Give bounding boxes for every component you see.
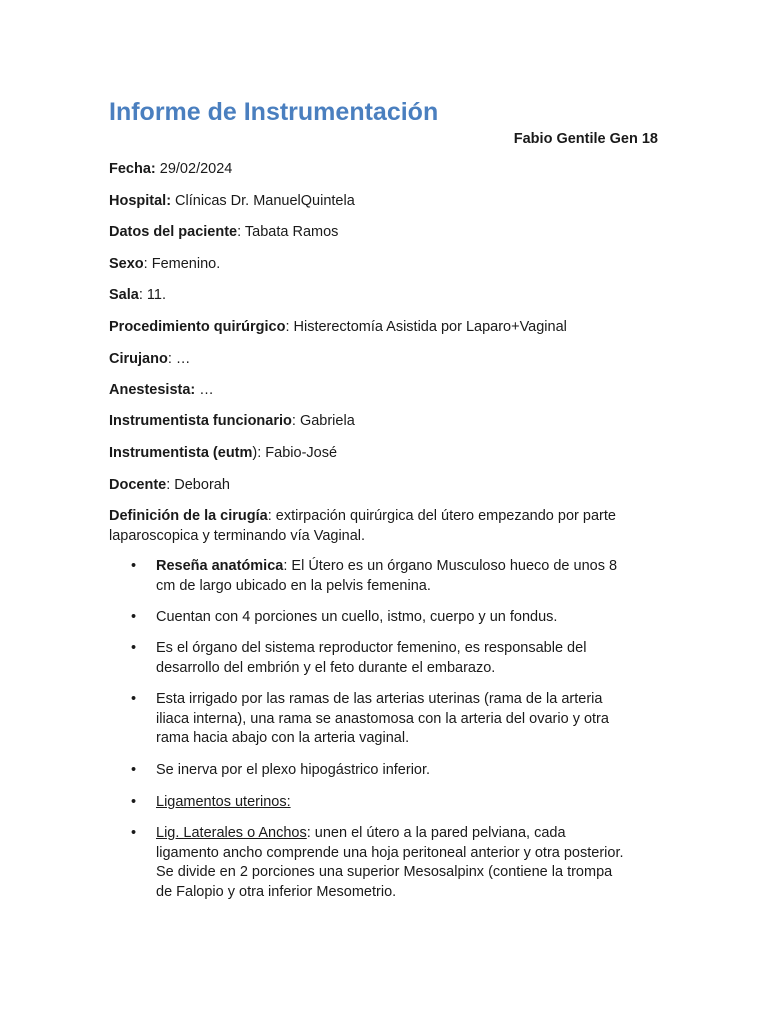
field-sexo bbox=[109, 255, 659, 275]
field-hospital bbox=[109, 192, 659, 212]
organo-line: desarrollo del embrión y el feto durante el embarazo. bbox=[156, 659, 496, 676]
field-fecha bbox=[109, 160, 659, 180]
resena-line: cm de largo ubicado en la pelvis femenina. bbox=[156, 577, 431, 594]
bullet-marker: • bbox=[131, 691, 137, 707]
definition-label: Definición de la cirugía bbox=[109, 508, 268, 524]
field-value: : … bbox=[167, 351, 191, 367]
list-item-organo bbox=[131, 639, 661, 678]
inerva-text: Se inerva por el plexo hipogástrico inferior. bbox=[156, 762, 431, 778]
field-value: : Histerectomía Asistida por Laparo+Vaginal bbox=[285, 319, 567, 335]
field-value: : Tabata Ramos bbox=[237, 224, 339, 240]
definition-line: laparoscopica y terminando vía Vaginal. bbox=[109, 527, 366, 544]
bullet-marker: • bbox=[131, 762, 137, 778]
porciones-text: Cuentan con 4 porciones un cuello, istmo, cuerpo y un fondus. bbox=[156, 609, 558, 625]
field-sala bbox=[109, 286, 659, 306]
definition-paragraph bbox=[109, 507, 659, 546]
field-value: : Gabriela bbox=[291, 413, 355, 429]
field-value: : 11. bbox=[138, 287, 166, 303]
field-value: ): Fabio-José bbox=[252, 445, 338, 461]
bullet-marker: • bbox=[131, 825, 137, 841]
field-value: : Deborah bbox=[166, 477, 230, 493]
field-paciente bbox=[109, 223, 659, 243]
field-label: Cirujano bbox=[109, 351, 168, 367]
list-item-laterales bbox=[131, 824, 661, 902]
field-label: Hospital: bbox=[109, 193, 172, 209]
irrigado-line: rama hacia abajo con la arteria vaginal. bbox=[156, 730, 410, 746]
laterales-line: ligamento ancho comprende una hoja peritoneal anterior y otra posterior. bbox=[156, 844, 624, 861]
field-label: Instrumentista (eutm bbox=[109, 445, 253, 461]
field-procedimiento bbox=[109, 318, 659, 338]
bullet-marker: • bbox=[131, 558, 137, 574]
field-label: Sala bbox=[109, 287, 139, 303]
bullet-marker: • bbox=[131, 609, 137, 625]
list-item-irrigado bbox=[131, 690, 661, 749]
resena-label: Reseña anatómica bbox=[156, 558, 284, 574]
field-docente bbox=[109, 476, 659, 496]
field-label: Sexo bbox=[109, 256, 144, 272]
field-value: Clínicas Dr. ManuelQuintela bbox=[171, 193, 355, 209]
bullet-marker: • bbox=[131, 794, 137, 810]
field-instrumentista-eutm bbox=[109, 444, 659, 464]
list-item-resena bbox=[131, 557, 661, 596]
field-label: Docente bbox=[109, 477, 167, 493]
document-title: Informe de Instrumentación bbox=[109, 98, 439, 126]
field-label: Procedimiento quirúrgico bbox=[109, 319, 286, 335]
list-item-porciones bbox=[131, 608, 661, 628]
irrigado-line: iliaca interna), una rama se anastomosa con la arteria del ovario y otra bbox=[156, 710, 609, 727]
organo-line: Es el órgano del sistema reproductor femenino, es responsable del bbox=[156, 640, 587, 656]
field-cirujano bbox=[109, 350, 659, 370]
laterales-line: Se divide en 2 porciones una superior Mesosalpinx (contiene la trompa bbox=[156, 864, 613, 880]
laterales-line: de Falopio y otra inferior Mesometrio. bbox=[156, 883, 397, 900]
field-label: Fecha: bbox=[109, 161, 156, 177]
bullet-marker: • bbox=[131, 640, 137, 656]
laterales-label: Lig. Laterales o Anchos bbox=[156, 825, 307, 841]
definition-line: : extirpación quirúrgica del útero empezando por parte bbox=[267, 508, 616, 524]
field-value: 29/02/2024 bbox=[155, 161, 233, 177]
list-item-ligamentos bbox=[131, 793, 661, 813]
ligamentos-heading: Ligamentos uterinos: bbox=[156, 794, 291, 810]
field-anestesista bbox=[109, 381, 659, 401]
resena-line: : El Útero es un órgano Musculoso hueco de unos 8 bbox=[283, 558, 618, 574]
field-label: Datos del paciente bbox=[109, 224, 238, 240]
field-label: Instrumentista funcionario bbox=[109, 413, 292, 429]
field-label: Anestesista: bbox=[109, 382, 196, 398]
laterales-line: : unen el útero a la pared pelviana, cada bbox=[306, 825, 566, 841]
field-instrumentista-funcionario bbox=[109, 412, 659, 432]
list-item-inerva bbox=[131, 761, 661, 781]
field-value: … bbox=[195, 382, 214, 398]
field-value: : Femenino. bbox=[143, 256, 221, 272]
author-name: Fabio Gentile Gen 18 bbox=[513, 131, 658, 147]
irrigado-line: Esta irrigado por las ramas de las arterias uterinas (rama de la arteria bbox=[156, 691, 603, 707]
